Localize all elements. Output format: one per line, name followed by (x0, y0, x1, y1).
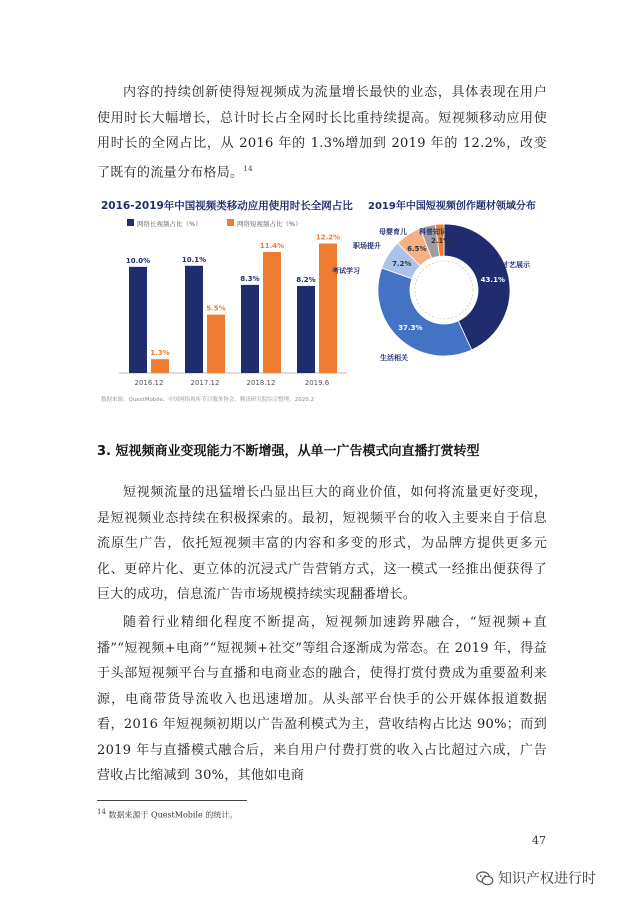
x-tick-label: 2017.12 (190, 379, 220, 387)
x-tick-label: 2016.12 (134, 379, 164, 387)
donut-value-label: 7.2% (392, 260, 412, 269)
bar-chart-source: 数据来源：QuestMobile、中国网络视听节目服务协会、腾讯研究院综合整理，2020.2 (101, 397, 315, 403)
wechat-icon (476, 871, 494, 886)
section-heading: 3. 短视频商业变现能力不断增强，从单一广告模式向直播打赏转型 (97, 444, 480, 459)
donut-value-label: 2.1% (430, 237, 451, 246)
bar-short-0 (151, 359, 169, 373)
bar-short-2 (263, 252, 281, 373)
footnote-text: 数据来源于 QuestMobile 的统计。 (108, 810, 238, 820)
paragraph-1-text: 内容的持续创新使得短视频成为流量增长最快的业态，具体表现在用户使用时长大幅增长，总计时长占全网时长比重持续提高。短视频移动应用使用时长的全网占比，从 2016 年的 1.3%增加到 2019 年的 12.2%，改变了既有的流量分布格局。 (97, 85, 547, 180)
paragraph-1 (97, 80, 547, 185)
bar-long-3 (297, 286, 315, 373)
bar-long-2 (241, 285, 259, 373)
donut-category-label: 才艺展示 (502, 261, 530, 269)
donut-inner-ring (415, 261, 473, 319)
legend-swatch-short-video (227, 219, 234, 226)
donut-category-label: 生活相关 (380, 354, 408, 362)
bar-chart-title: 2016-2019年中国视频类移动应用使用时长全网占比 (101, 200, 353, 212)
donut-value-label: 43.1% (480, 276, 505, 285)
footnote-mark: 14 (97, 808, 106, 816)
bar-value-label: 10.0% (125, 256, 151, 265)
donut-category-label: 考试学习 (332, 267, 360, 275)
bar-short-1 (207, 315, 225, 373)
bar-value-label: 1.3% (150, 349, 170, 358)
donut-value-label: 6.5% (407, 245, 427, 254)
watermark (476, 868, 596, 888)
bar-long-0 (129, 267, 147, 373)
bar-value-label: 12.2% (315, 233, 341, 242)
donut-category-label: 母婴育儿 (379, 228, 407, 236)
paragraph-2: 短视频流量的迅猛增长凸显出巨大的商业价值，如何将流量更好变现，是短视频业态持续在积极探索的。最初，短视频平台的收入主要来自于信息流原生广告，依托短视频丰富的内容和多变的形式，为品牌方提供更多元化、更碎片化、更立体的沉浸式广告营销方式，这一模式一经推出便获得了巨大的成功，信息流广告市场规模持续实现翻番增长。 (97, 485, 547, 602)
legend-label-long-video: 网络长视频占比（%） (137, 220, 202, 228)
donut-chart-title: 2019年中国短视频创作题材领域分布 (368, 201, 536, 212)
donut-value-label: 37.3% (398, 323, 423, 332)
page-number: 47 (532, 834, 546, 847)
donut-slice-1 (378, 268, 472, 356)
donut-category-label: 科普知识 (419, 228, 447, 236)
legend-label-short-video: 网络短视频占比（%） (237, 220, 302, 228)
donut-chart (332, 195, 562, 370)
x-tick-label: 2019.6 (304, 379, 330, 387)
bar-value-label: 8.2% (296, 275, 316, 284)
bar-long-1 (185, 266, 203, 373)
watermark-text: 知识产权进行时 (498, 871, 596, 887)
footnote-reference: 14 (243, 164, 253, 173)
bar-value-label: 11.4% (259, 241, 285, 250)
bar-chart (97, 195, 359, 417)
paragraph-3: 随着行业精细化程度不断提高，短视频加速跨界融合，“短视频+直播”“短视频+电商”“短视频+社交”等组合逐渐成为常态。在 2019 年，得益于头部短视频平台与直播和电商业态的融合，使得打赏付费成为重要盈利来源，电商带货导流收入也迅速增加。从头部平台快手的公开媒体报道数据看，2016 年短视频初期以广告盈利模式为主，营收结构占比达 90%；而到 2019 年与直播模式融合后，来自用户付费打赏的收入占比超过六成，广告营收占比缩减到 30%，其他如电商 (97, 615, 547, 783)
donut-category-label: 职场提升 (353, 242, 381, 250)
footnote (97, 808, 237, 821)
bar-value-label: 5.5% (206, 304, 226, 313)
x-tick-label: 2018.12 (246, 379, 276, 387)
legend-swatch-long-video (127, 219, 134, 226)
footnote-divider (97, 800, 247, 801)
bar-value-label: 8.3% (240, 274, 260, 283)
bar-value-label: 10.1% (181, 255, 207, 264)
